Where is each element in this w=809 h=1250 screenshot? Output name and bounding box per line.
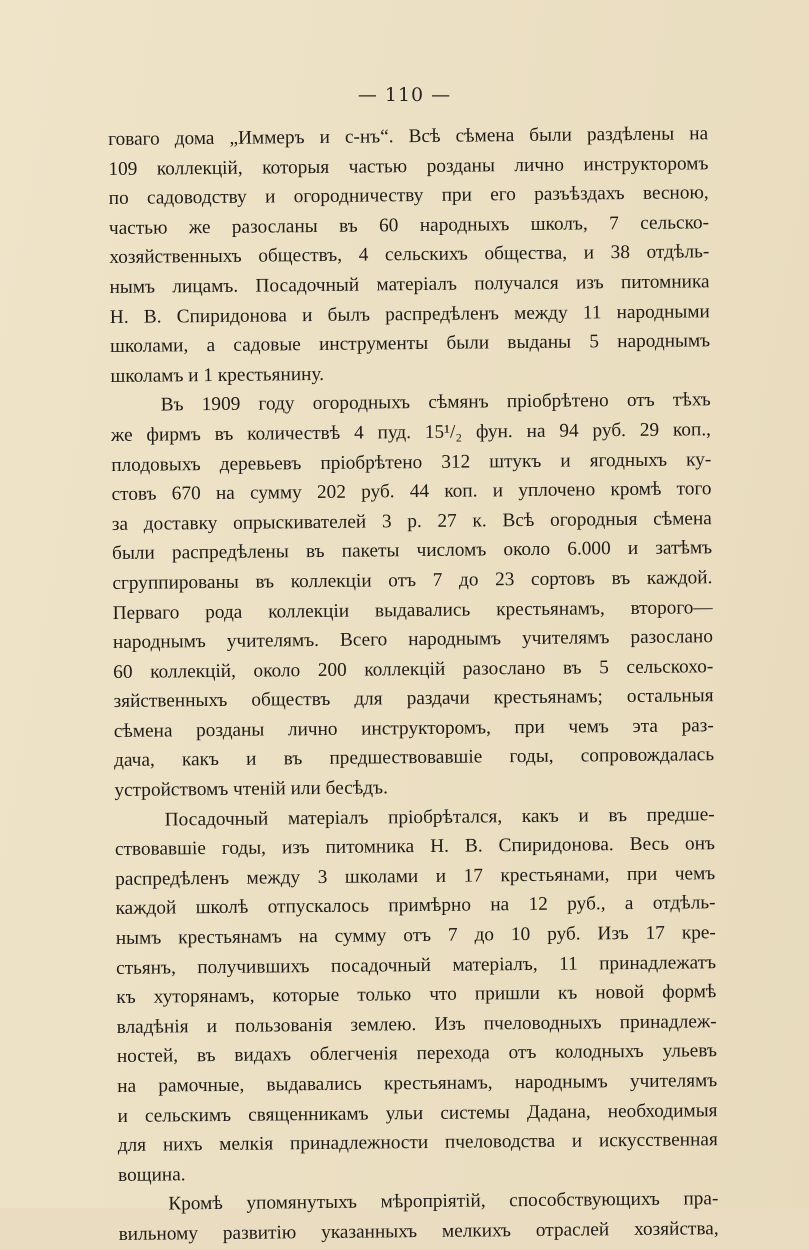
text-line: вильному развитію указанныхъ мелкихъ отраслей хозяйства, (118, 1218, 719, 1245)
text-line: частью же разосланы въ 60 народныхъ школъ, 7 сельско- (108, 212, 710, 239)
text-line: зяйственныхъ обществъ для раздачи крестьянамъ; остальныя (113, 685, 714, 713)
text-line: ностей, въ видахъ облегченія перехода отъ колодныхъ ульевъ (116, 1040, 718, 1068)
text-line: на рамочные, выдавались крестьянамъ, народнымъ учителямъ (117, 1070, 718, 1097)
text-line: были распредѣлены въ пакеты числомъ около 6.000 и затѣмъ (112, 537, 713, 565)
text-line: дача, какъ и въ предшествовавшіе годы, сопровождалась (114, 744, 715, 772)
text-line: школами, а садовые инструменты были выданы 5 народнымъ (110, 330, 711, 358)
text-line: Посадочный матеріалъ пріобрѣтался, какъ и въ предше- (164, 803, 715, 831)
text-line: каждой школѣ отпускалось примѣрно на 12 руб., а отдѣль- (115, 892, 716, 920)
text-line: 60 коллекцій, около 200 коллекцій разослано въ 5 сельскохо- (113, 655, 714, 683)
text-line: школамъ и 1 крестьянину. (110, 363, 325, 387)
text-line: нымъ крестьянамъ на сумму отъ 7 до 10 руб. Изъ 17 кре- (115, 922, 716, 949)
page-number: — 110 — (357, 84, 452, 106)
text-line: вощина. (117, 1164, 186, 1186)
text-line: хозяйственныхъ обществъ, 4 сельскихъ общества, и 38 отдѣль- (109, 241, 710, 269)
text-line: владѣнія и пользованія землею. Изъ пчеловодныхъ принадлеж- (116, 1011, 717, 1038)
text-line: сѣмена розданы лично инструкторомъ, при чемъ эта раз- (113, 715, 714, 742)
text-line: народнымъ учителямъ. Всего народнымъ учителямъ разослано (112, 626, 714, 654)
text-line: нымъ лицамъ. Посадочный матеріалъ получался изъ питомника (109, 271, 710, 298)
text-line: говаго дома „Иммеръ и с-нъ“. Всѣ сѣмена были раздѣлены на (108, 123, 709, 150)
text-line: сгруппированы въ коллекціи отъ 7 до 23 сортовъ въ каждой. (112, 567, 713, 594)
text-line: и сельскимъ священникамъ ульи системы Дадана, необходимыя (117, 1099, 718, 1127)
text-line: Н. В. Спиридонова и былъ распредѣленъ между 11 народными (109, 300, 710, 328)
body-text (108, 119, 719, 1249)
text-line: за доставку опрыскивателей 3 р. 27 к. Всѣ огородныя сѣмена (111, 507, 712, 535)
text-line: 109 коллекцій, которыя частью розданы лично инструкторомъ (108, 152, 709, 180)
text-line: ствовавшіе годы, изъ питомника Н. В. Спиридонова. Весь онъ (114, 833, 716, 861)
text-line: для нихъ мелкія принадлежности пчеловодства и искусственная (117, 1129, 718, 1157)
text-line: Въ 1909 году огородныхъ сѣмянъ пріобрѣтено отъ тѣхъ (160, 389, 711, 416)
text-line: Перваго рода коллекціи выдавались крестьянамъ, второго— (112, 596, 713, 624)
text-line: плодовыхъ деревьевъ пріобрѣтено 312 штукъ и ягодныхъ ку- (111, 448, 712, 476)
text-line: по садоводству и огородничеству при его разъѣздахъ весною, (108, 182, 709, 210)
text-line: Кромѣ упомянутыхъ мѣропріятій, способствующихъ пра- (168, 1188, 719, 1215)
text-line: же фирмъ въ количествѣ 4 пуд. 15¹/₂ фун. на 94 руб. 29 коп., (110, 419, 712, 446)
text-line: къ хуторянамъ, которые только что пришли къ новой формѣ (116, 981, 717, 1009)
text-line: распредѣленъ между 3 школами и 17 крестьянами, при чемъ (115, 863, 716, 890)
text-line: стовъ 670 на сумму 202 руб. 44 коп. и уплочено кромѣ того (111, 478, 712, 506)
text-line: устройствомъ чтеній или бесѣдъ. (114, 777, 388, 802)
text-line: стьянъ, получившихъ посадочный матеріалъ, 11 принадлежатъ (115, 951, 717, 979)
